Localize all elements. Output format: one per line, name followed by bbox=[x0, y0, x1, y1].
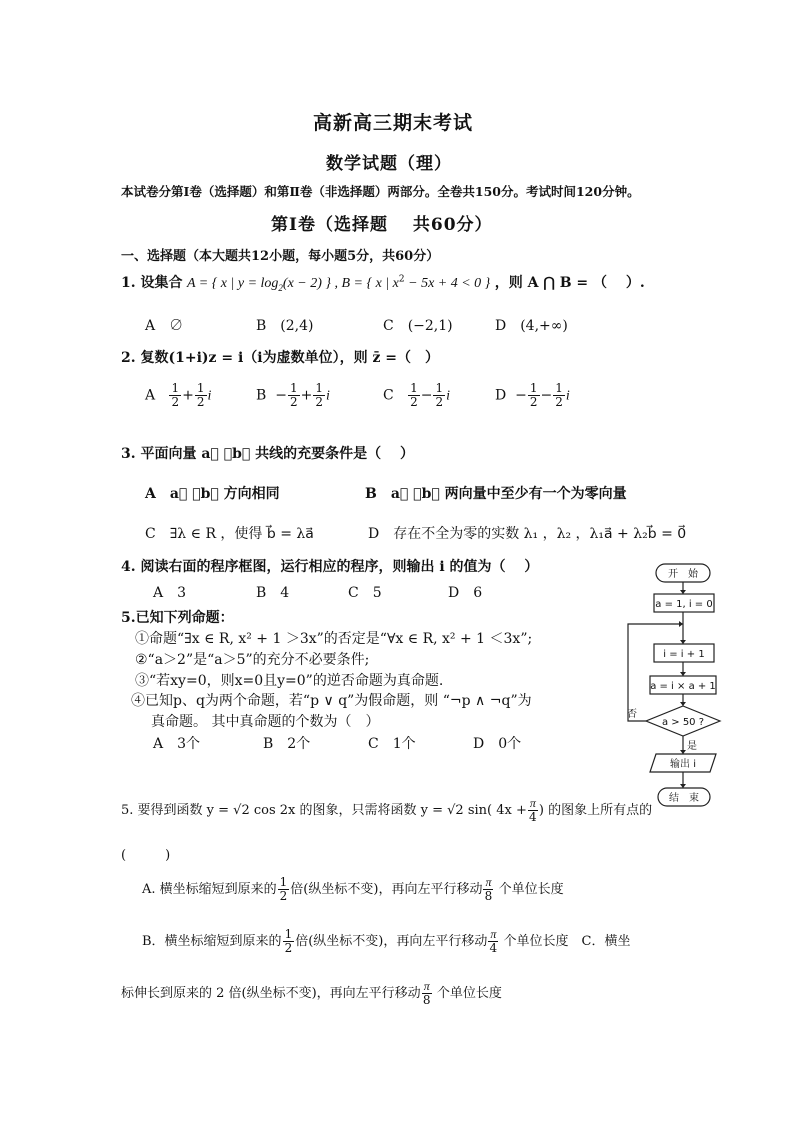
q2-option-d: D − $\frac{1}{2}$ − $\frac{1}{2}$ i bbox=[495, 381, 570, 409]
flow-init-label: a = 1, i = 0 bbox=[655, 599, 713, 610]
q2-stem: 2. 复数(1+i)z = i（i为虚数单位），则 z̄ =（ ） bbox=[121, 350, 440, 366]
q3-option-b: B a⃗ ，b⃗ 两向量中至少有一个为零向量 bbox=[365, 486, 627, 502]
q5a-item-1: ①命题“∃x ∈ R, x² + 1 ＞3x”的否定是“∀x ∈ R, x² + 1 ＜3x”; bbox=[135, 631, 533, 647]
q1-option-a: A ∅ bbox=[145, 318, 184, 334]
q5a-option-b: B 2个 bbox=[263, 736, 311, 752]
q2-option-a: A $\frac{1}{2}$ + $\frac{1}{2}$ i bbox=[145, 381, 212, 409]
q1-stem: 1. 设集合 A = { x | $y = \log_2(x - 2)$ } , B = { x | $x^2 - 5x + 4 < 0$ } ，则 A ⋂ B = （ ）. bbox=[121, 274, 645, 293]
q4-option-b: B 4 bbox=[256, 585, 290, 601]
q1-option-c: C (−2,1) bbox=[383, 318, 453, 334]
q5b-blank: ( ) bbox=[121, 848, 171, 863]
section-note: 一、选择题（本大题共12小题，每小题5分，共60分） bbox=[121, 249, 440, 264]
q5b-option-c: 标伸长到原来的 2 倍(纵坐标不变)，再向左平行移动 $\frac{\pi}{8}$ 个单位长度 bbox=[121, 979, 502, 1007]
q1-option-b: B (2,4) bbox=[256, 318, 314, 334]
q5b-option-b: B．横坐标缩短到原来的 $\frac{1}{2}$ 倍(纵坐标不变)，再向左平行移动 $\frac{\pi}{4}$ 个单位长度 C．横坐 bbox=[142, 927, 631, 955]
q4-option-c: C 5 bbox=[348, 585, 382, 601]
q5a-item-3: ③“若xy=0，则x=0且y=0”的逆否命题为真命题. bbox=[135, 673, 444, 689]
section-title: 第Ⅰ卷（选择题 共60分） bbox=[271, 215, 493, 235]
q3-option-c: C ∃λ ∈ R ，使得 b⃗ = λa⃗ bbox=[145, 526, 314, 542]
q5a-item-5: 真命题。 其中真命题的个数为（ ） bbox=[151, 714, 380, 730]
flow-step1-label: i = i + 1 bbox=[663, 649, 705, 660]
flow-no-label: 否 bbox=[627, 709, 637, 720]
q1-option-d: D (4,+∞) bbox=[495, 318, 568, 334]
exam-intro: 本试卷分第Ⅰ卷（选择题）和第Ⅱ卷（非选择题）两部分。全卷共150分。考试时间120分钟。 bbox=[121, 184, 640, 199]
q2-option-c: C $\frac{1}{2}$ − $\frac{1}{2}$ i bbox=[383, 381, 450, 409]
q3-stem: 3. 平面向量 a⃗ ，b⃗ 共线的充要条件是（ ） bbox=[121, 446, 415, 462]
q5a-item-4: ④已知p、q为两个命题，若“p ∨ q”为假命题，则 “¬p ∧ ¬q”为 bbox=[131, 693, 532, 709]
q5a-option-a: A 3个 bbox=[153, 736, 201, 752]
q3-option-a: A a⃗ ，b⃗ 方向相同 bbox=[145, 486, 280, 502]
q5a-item-2: ②“a＞2”是“a＞5”的充分不必要条件; bbox=[135, 652, 370, 668]
exam-subtitle: 数学试题（理） bbox=[326, 154, 452, 174]
q4-option-d: D 6 bbox=[448, 585, 483, 601]
q5b-stem: 5. 要得到函数 y = √2 cos 2x 的图象，只需将函数 y = √2 sin( 4x + $\frac{\pi}{4}$ ) 的图象上所有点的 bbox=[121, 796, 653, 824]
q3-option-d: D 存在不全为零的实数 λ₁ ，λ₂ ，λ₁a⃗ + λ₂b⃗ = 0⃗ bbox=[368, 526, 687, 542]
q5b-option-a: A. 横坐标缩短到原来的 $\frac{1}{2}$ 倍(纵坐标不变)，再向左平行移动 $\frac{\pi}{8}$ 个单位长度 bbox=[142, 875, 564, 903]
flow-yes-label: 是 bbox=[687, 741, 697, 752]
q5a-option-d: D 0个 bbox=[473, 736, 522, 752]
flow-start-label: 开 始 bbox=[668, 569, 698, 580]
q5a-option-c: C 1个 bbox=[368, 736, 416, 752]
q5a-stem: 5.已知下列命题： bbox=[121, 610, 234, 626]
q2-option-b: B − $\frac{1}{2}$ + $\frac{1}{2}$ i bbox=[256, 381, 330, 409]
q4-option-a: A 3 bbox=[153, 585, 187, 601]
flow-condition-label: a > 50 ? bbox=[661, 717, 705, 728]
flow-output-label: 输出 i bbox=[670, 759, 696, 770]
flow-step2-label: a = i × a + 1 bbox=[650, 681, 716, 692]
flow-end-label: 结 束 bbox=[669, 793, 699, 804]
q4-stem: 4. 阅读右面的程序框图，运行相应的程序，则输出 i 的值为（ ） bbox=[121, 559, 539, 575]
exam-title: 高新高三期末考试 bbox=[313, 112, 474, 134]
flowchart bbox=[620, 560, 730, 810]
